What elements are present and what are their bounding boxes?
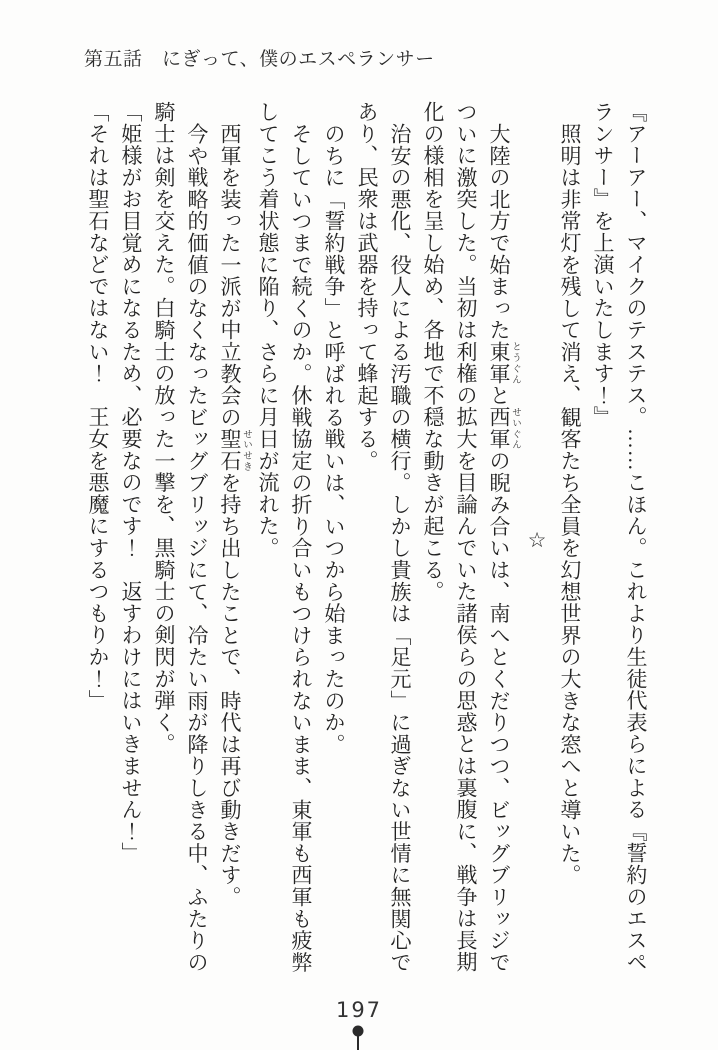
ruby-annotation: 東軍 とうぐん [487, 341, 520, 385]
paragraph: そしていつまで続くのか。休戦協定の折り合いもつけられないまま、東軍も西軍も疲弊してこう着状態に陥り、さらに月日が流れた。 [256, 101, 313, 974]
ruby-annotation: 聖石 せいせき [218, 428, 251, 472]
paragraph: 「それは聖石などではない！ 王女を悪魔にするつもりか！」 [86, 101, 110, 712]
paragraph: 治安の悪化、役人による汚職の横行。しかし貴族は「足元」に過ぎない世情に無関心であり、民衆は武器を持って蜂起する。 [355, 101, 412, 974]
paragraph: のちに「誓約戦争」と呼ばれる戦いは、いつから始まったのか。 [322, 123, 346, 756]
paragraph: 今や戦略的価値のなくなったビッグブリッジにて、冷たい雨が降りしきる中、ふたりの騎士は剣を交えた。白騎士の放った一撃を、黒騎士の剣閃が弾く。 [152, 101, 209, 974]
paragraph: 『アーアー、マイクのテステス。……こほん。これより生徒代表らによる『誓約のエスペランサー』を上演いたします！』 [591, 101, 648, 973]
pin-ornament-icon [350, 1023, 366, 1050]
paragraph: 西軍を装った一派が中立教会の聖石 せいせきを持ち出したことで、時代は再び動きだす。 [218, 123, 251, 908]
ruby-annotation: 西軍 せいぐん [487, 406, 520, 451]
section-divider: ☆ [525, 527, 549, 553]
paragraph: 「姫様がお目覚めになるため、必要なのです！ 返すわけにはいきません！」 [119, 101, 143, 864]
page-number: 197 [335, 998, 383, 1022]
vertical-text-body [81, 101, 652, 979]
chapter-title: 第五話 にぎって、僕のエスペランサー [84, 49, 435, 70]
paragraph: 大陸の北方で始まった東軍 とうぐんと西軍 せいぐんの睨み合いは、南へとくだりつつ、ビッグブリッジでついに激突した。当初は利権の拡大を目論んでいた諸侯らの思惑とは裏腹に、戦争は長期化の様相を呈し始め、各地で不穏な動きが起こる。 [421, 101, 520, 974]
paragraph: 照明は非常灯を残して消え、観客たち全員を幻想世界の大きな窓へと導いた。 [558, 123, 582, 886]
